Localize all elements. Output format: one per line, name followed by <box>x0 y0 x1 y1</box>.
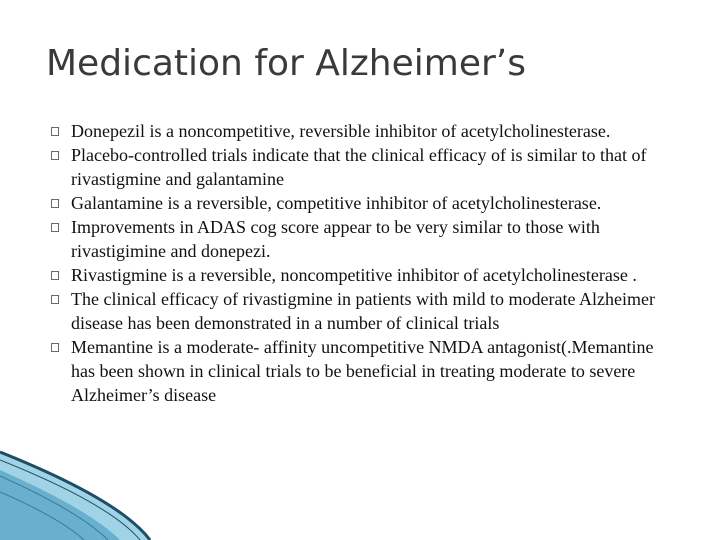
square-bullet-icon <box>51 199 59 208</box>
slide-title: Medication for Alzheimer’s <box>46 43 526 84</box>
bullet-text: The clinical efficacy of rivastigmine in patients with mild to moderate Alzheimer disease has been demonstrated in a number of clinical trials <box>71 289 655 333</box>
bullet-text: Placebo-controlled trials indicate that the clinical efficacy of is similar to that of rivastigmine and galantamine <box>71 145 647 189</box>
square-bullet-icon <box>51 343 59 352</box>
bullet-item <box>48 191 678 215</box>
bullet-text: Galantamine is a reversible, competitive inhibitor of acetylcholinesterase. <box>71 193 602 213</box>
bullet-item <box>48 287 678 335</box>
square-bullet-icon <box>51 295 59 304</box>
square-bullet-icon <box>51 271 59 280</box>
corner-wave-decoration <box>0 440 720 540</box>
bullet-text: Memantine is a moderate- affinity uncompetitive NMDA antagonist(.Memantine has been shown in clinical trials to be beneficial in treating moderate to severe Alzheimer’s disease <box>71 337 654 405</box>
bullet-item <box>48 119 678 143</box>
bullet-item <box>48 143 678 191</box>
bullet-text: Improvements in ADAS cog score appear to be very similar to those with rivastigimine and donepezi. <box>71 217 600 261</box>
bullet-item <box>48 335 678 407</box>
square-bullet-icon <box>51 151 59 160</box>
bullet-item <box>48 263 678 287</box>
square-bullet-icon <box>51 127 59 136</box>
bullet-text: Rivastigmine is a reversible, noncompetitive inhibitor of acetylcholinesterase . <box>71 265 637 285</box>
square-bullet-icon <box>51 223 59 232</box>
bullet-item <box>48 215 678 263</box>
bullet-list <box>48 119 678 407</box>
bullet-text: Donepezil is a noncompetitive, reversible inhibitor of acetylcholinesterase. <box>71 121 611 141</box>
